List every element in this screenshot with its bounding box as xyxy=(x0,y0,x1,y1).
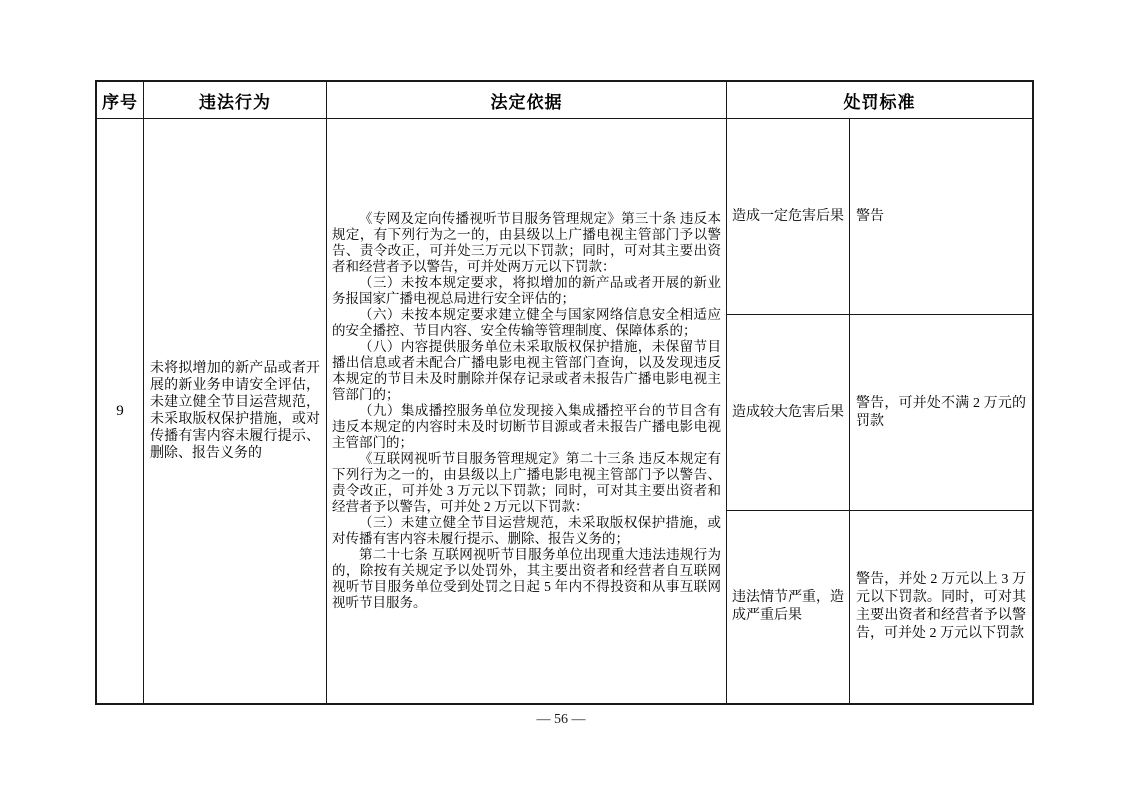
cell-illegal-behavior xyxy=(144,119,327,703)
legal-basis-paragraph: 《互联网视听节目服务管理规定》第二十三条 违反本规定有下列行为之一的，由县级以上广播电影电视主管部门予以警告、责令改正，可并处 3 万元以下罚款；同时，可对其主要出资者和经营者予以警告，可并处 2 万元以下罚款： xyxy=(332,451,721,514)
legal-basis-text xyxy=(332,211,721,611)
penalty-condition-cell: 造成一定危害后果 xyxy=(727,119,850,315)
legal-basis-paragraph: （九）集成播控服务单位发现接入集成播控平台的节目含有违反本规定的内容时未及时切断节目源或者未报告广播电影电视主管部门的； xyxy=(332,403,721,450)
legal-basis-paragraph: （六）未按本规定要求建立健全与国家网络信息安全相适应的安全播控、节目内容、安全传输等管理制度、保障体系的； xyxy=(332,307,721,338)
legal-basis-paragraph: （三）未建立健全节目运营规范，未采取版权保护措施，或对传播有害内容未履行提示、删除、报告义务的； xyxy=(332,515,721,546)
penalty-punishment-text: 警告，并处 2 万元以上 3 万元以下罚款。同时，可对其主要出资者和经营者予以警告，可并处 2 万元以下罚款 xyxy=(856,572,1026,641)
column-header-penalty-standard: 处罚标准 xyxy=(727,82,1032,119)
legal-basis-paragraph: 第二十七条 互联网视听节目服务单位出现重大违法违规行为的，除按有关规定予以处罚外，其主要出资者和经营者自互联网视听节目服务单位受到处罚之日起 5 年内不得投资和从事互联网视听节目服务。 xyxy=(332,547,721,610)
legal-basis-paragraph: （三）未按本规定要求，将拟增加的新产品或者开展的新业务报国家广播电视总局进行安全评估的； xyxy=(332,275,721,306)
column-header-illegal-behavior: 违法行为 xyxy=(144,82,327,119)
column-header-serial-number: 序号 xyxy=(97,82,144,119)
penalty-punishment-text: 警告，可并处不满 2 万元的罚款 xyxy=(856,395,1026,429)
cell-legal-basis xyxy=(327,119,727,703)
illegal-behavior-text: 未将拟增加的新产品或者开展的新业务申请安全评估，未建立健全节目运营规范，未采取版权保护措施，或对传播有害内容未履行提示、删除、报告义务的 xyxy=(150,361,320,461)
column-header-legal-basis: 法定依据 xyxy=(327,82,727,119)
penalty-punishment-cell xyxy=(850,315,1032,511)
penalty-standards-table xyxy=(95,80,1034,705)
legal-basis-paragraph: 《专网及定向传播视听节目服务管理规定》第三十条 违反本规定，有下列行为之一的，由县级以上广播电视主管部门予以警告、责令改正，可并处三万元以下罚款；同时，可对其主要出资者和经营者予以警告，可并处两万元以下罚款： xyxy=(332,211,721,274)
page-number: — 56 — xyxy=(536,712,586,727)
penalty-punishment-text: 警告 xyxy=(856,208,884,224)
cell-serial-number: 9 xyxy=(97,119,144,703)
penalty-condition-cell: 违法情节严重，造成严重后果 xyxy=(727,511,850,703)
penalty-punishment-cell xyxy=(850,119,1032,315)
legal-basis-paragraph: （八）内容提供服务单位未采取版权保护措施，未保留节目播出信息或者未配合广播电影电视主管部门查询，以及发现违反本规定的节目未及时删除并保存记录或者未报告广播电影电视主管部门的； xyxy=(332,339,721,402)
penalty-condition-cell: 造成较大危害后果 xyxy=(727,315,850,511)
penalty-punishment-cell xyxy=(850,511,1032,703)
